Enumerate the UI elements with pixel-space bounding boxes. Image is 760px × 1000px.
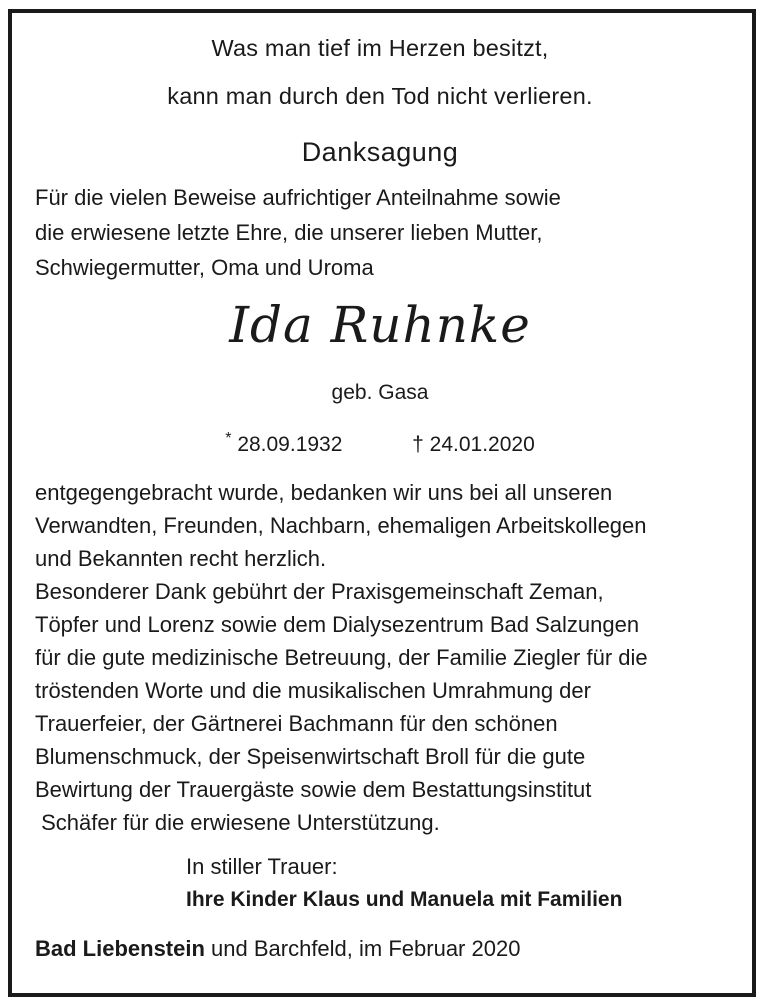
birth-date: 28.09.1932 xyxy=(237,433,343,456)
body-line: und Bekannten recht herzlich. xyxy=(35,546,327,571)
death-date: 24.01.2020 xyxy=(429,433,535,456)
body-line: Besonderer Dank gebührt der Praxisgemeinschaft Zeman, xyxy=(35,579,604,604)
signature-intro: In stiller Trauer: xyxy=(186,854,338,879)
body-line: tröstenden Worte und die musikalischen Umrahmung der xyxy=(35,678,591,703)
footer-place: Bad Liebenstein xyxy=(35,936,205,961)
body-line: Verwandten, Freunden, Nachbarn, ehemaligen Arbeitskollegen xyxy=(35,513,647,538)
intro-line: Für die vielen Beweise aufrichtiger Anteilnahme sowie xyxy=(35,185,561,210)
life-dates xyxy=(0,424,760,460)
quote-line-2: kann man durch den Tod nicht verlieren. xyxy=(167,83,593,109)
body-line: Schäfer für die erwiesene Unterstützung. xyxy=(35,810,440,835)
signature-mourners: Ihre Kinder Klaus und Manuela mit Familien xyxy=(186,888,623,911)
footer-rest: und Barchfeld, im Februar 2020 xyxy=(204,936,521,961)
body-line: Trauerfeier, der Gärtnerei Bachmann für den schönen xyxy=(35,711,558,736)
death-symbol: † xyxy=(412,433,424,456)
body-line: Blumenschmuck, der Speisenwirtschaft Broll für die gute xyxy=(35,744,586,769)
heading-danksagung: Danksagung xyxy=(301,137,459,167)
footer-place-date xyxy=(35,934,520,964)
body-line: Bewirtung der Trauergäste sowie dem Bestattungsinstitut xyxy=(35,777,592,802)
deceased-name: Ida Ruhnke xyxy=(229,296,531,354)
body-line: Töpfer und Lorenz sowie dem Dialysezentrum Bad Salzungen xyxy=(35,612,640,637)
intro-line: die erwiesene letzte Ehre, die unserer lieben Mutter, xyxy=(35,220,543,245)
intro-line: Schwiegermutter, Oma und Uroma xyxy=(35,255,374,280)
body-line: entgegengebracht wurde, bedanken wir uns bei all unseren xyxy=(35,480,613,505)
body-line: für die gute medizinische Betreuung, der Familie Ziegler für die xyxy=(35,645,648,670)
birth-name: geb. Gasa xyxy=(331,381,429,404)
born-symbol: * xyxy=(225,430,232,447)
quote-line-1: Was man tief im Herzen besitzt, xyxy=(211,35,549,61)
